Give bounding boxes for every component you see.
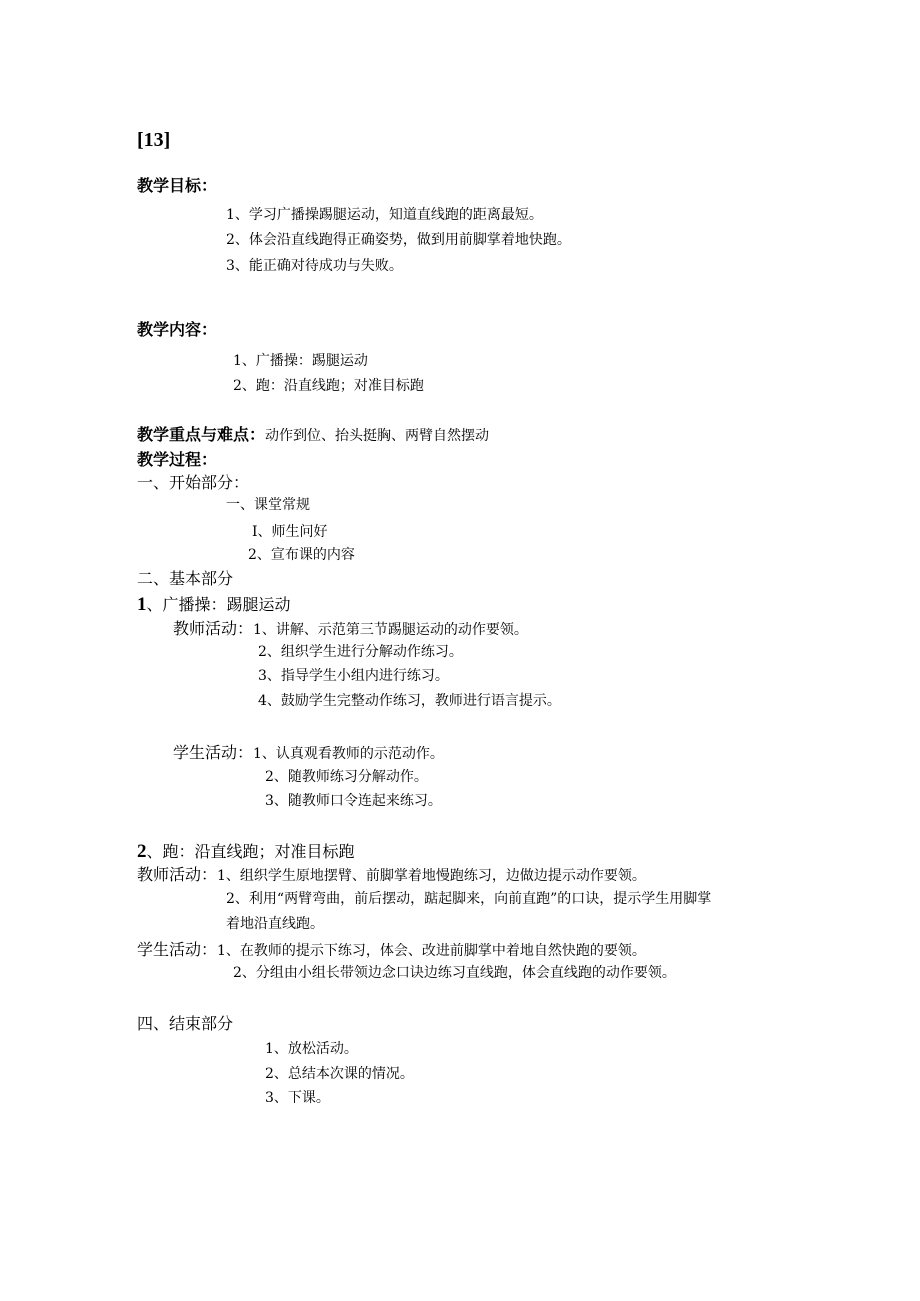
section1-teacher-line [173,621,528,637]
teacher-activity-label: 教师活动： [137,865,218,884]
teacher-activity-item: 1、组织学生原地摆臂、前脚掌着地慢跑练习，边做边提示动作要领。 [217,868,646,884]
goal-item: 3、能正确对待成功与失败。 [226,258,403,274]
section2-number: 2 [137,841,147,862]
part4-item: 2、总结本次课的情况。 [265,1066,414,1082]
teacher-activity-item: 1、讲解、示范第三节踢腿运动的动作要领。 [253,622,528,638]
part1-sub: 一、课堂常规 [226,497,310,513]
part4-item: 3、下课。 [265,1090,330,1106]
student-activity-item: 3、随教师口令连起来练习。 [265,793,442,809]
teacher-activity-label: 教师活动： [173,619,254,638]
student-activity-item: 1、认真观看教师的示范动作。 [253,746,444,762]
part1-item: I、师生问好 [252,524,328,540]
part1-item: 2、宣布课的内容 [248,547,355,563]
section1-number: 1 [137,594,147,615]
teacher-activity-item: 4、鼓励学生完整动作练习，教师进行语言提示。 [258,693,561,709]
student-activity-label: 学生活动： [173,743,254,762]
key-points-heading: 教学重点与难点： [137,425,266,444]
doc-number: [13] [137,129,171,151]
student-activity-label: 学生活动： [137,940,218,959]
section2-title-text: 、跑：沿直线跑；对准目标跑 [146,842,355,861]
section1-title [137,595,291,614]
student-activity-item: 2、分组由小组长带领边念口诀边练习直线跑，体会直线跑的动作要领。 [233,965,676,981]
section1-title-text: 、广播操：踢腿运动 [146,595,291,614]
part4-heading: 四、结束部分 [137,1014,234,1033]
student-activity-item: 1、在教师的提示下练习，体会、改进前脚掌中着地自然快跑的要领。 [217,943,646,959]
part4-item: 1、放松活动。 [265,1041,358,1057]
content-item: 1、广播操：踢腿运动 [233,353,368,369]
goal-item: 2、体会沿直线跑得正确姿势，做到用前脚掌着地快跑。 [226,232,571,248]
content-item: 2、跑：沿直线跑；对准目标跑 [233,378,424,394]
key-points-line [137,427,489,443]
teacher-activity-item: 2、利用“两臂弯曲，前后摆动，踮起脚来，向前直跑”的口诀，提示学生用脚掌 [226,891,712,907]
part1-heading: 一、开始部分： [137,473,250,492]
teacher-activity-item: 3、指导学生小组内进行练习。 [258,668,449,684]
teacher-activity-item: 2、组织学生进行分解动作练习。 [258,644,463,660]
section2-teacher-line [137,867,646,883]
goals-heading: 教学目标： [137,176,218,195]
section1-student-line [173,745,444,761]
part2-heading: 二、基本部分 [137,569,234,588]
key-points-text: 动作到位、抬头挺胸、两臂自然摆动 [265,428,490,444]
section2-title [137,842,355,861]
teacher-activity-item: 着地沿直线跑。 [226,916,324,932]
content-heading: 教学内容： [137,320,218,339]
goal-item: 1、学习广播操踢腿运动，知道直线跑的距离最短。 [226,207,543,223]
process-heading: 教学过程： [137,450,218,469]
student-activity-item: 2、随教师练习分解动作。 [265,769,428,785]
section2-student-line [137,942,646,958]
